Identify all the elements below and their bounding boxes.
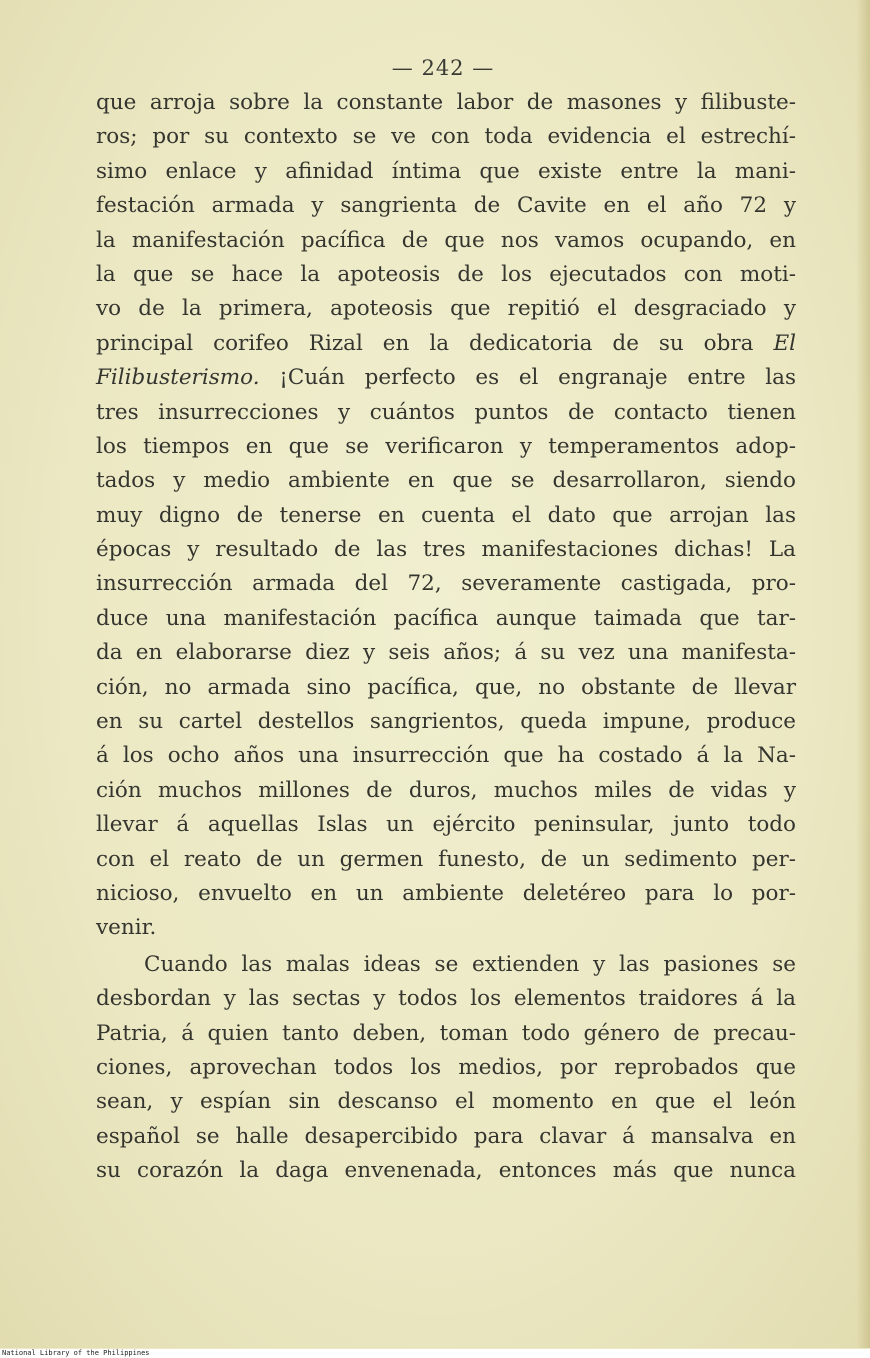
text-line: vo de la primera, apoteosis que repitió el desgraciado y — [96, 296, 796, 322]
text-line: ciones, aprovechan todos los medios, por reprobados que — [96, 1054, 796, 1080]
text-line: muy digno de tenerse en cuenta el dato que arrojan las — [96, 502, 796, 528]
body-text — [96, 86, 796, 1189]
text-line-with-italic — [96, 361, 796, 395]
italic-title-end: Filibusterismo. — [96, 365, 260, 391]
text-line: llevar á aquellas Islas un ejército peninsular, junto todo — [96, 812, 796, 838]
text-line: desbordan y las sectas y todos los elementos traidores á la — [96, 986, 796, 1012]
text-line: su corazón la daga envenenada, entonces más que nunca — [96, 1158, 796, 1184]
text-line: insurrección armada del 72, severamente castigada, pro- — [96, 571, 796, 597]
text-line: en su cartel destellos sangrientos, queda impune, produce — [96, 709, 796, 735]
text-line: tados y medio ambiente en que se desarrollaron, siendo — [96, 468, 796, 494]
text-line: festación armada y sangrienta de Cavite en el año 72 y — [96, 193, 796, 219]
text-line: Patria, á quien tanto deben, toman todo género de precau- — [96, 1020, 796, 1046]
text-line-last: venir. — [96, 915, 157, 941]
text-line: que arroja sobre la constante labor de masones y filibuste- — [96, 90, 796, 115]
text-line: los tiempos en que se verificaron y temperamentos adop- — [96, 433, 796, 459]
footer-bar — [0, 1349, 870, 1358]
text-line: tres insurrecciones y cuántos puntos de contacto tienen — [96, 399, 796, 425]
text-line: ción muchos millones de duros, muchos miles de vidas y — [96, 777, 796, 803]
text-line: con el reato de un germen funesto, de un sedimento per- — [96, 846, 796, 872]
text-line: ros; por su contexto se ve con toda evidencia el estrechí- — [96, 124, 796, 150]
text-line-with-italic — [96, 327, 796, 361]
text-line-indent: Cuando las malas ideas se extienden y las pasiones se — [144, 951, 796, 977]
text-line: épocas y resultado de las tres manifestaciones dichas! La — [96, 537, 796, 563]
text-line: nicioso, envuelto en un ambiente deletéreo para lo por- — [96, 880, 796, 906]
library-credit: National Library of the Philippines — [2, 1349, 150, 1357]
text-line: la que se hace la apoteosis de los ejecutados con moti- — [96, 261, 796, 287]
text-segment: principal corifeo Rizal en la dedicatoria de su obra — [96, 330, 754, 356]
text-line: simo enlace y afinidad íntima que existe entre la mani- — [96, 158, 796, 184]
text-line: duce una manifestación pacífica aunque taimada que tar- — [96, 605, 796, 631]
page-number: — 242 — — [391, 56, 495, 80]
text-line: da en elaborarse diez y seis años; á su vez una manifesta- — [96, 640, 796, 666]
text-line: la manifestación pacífica de que nos vamos ocupando, en — [96, 227, 796, 253]
text-line: sean, y espían sin descanso el momento en que el león — [96, 1089, 796, 1115]
text-segment: ¡Cuán perfecto es el engranaje entre las — [279, 365, 796, 391]
text-line: ción, no armada sino pacífica, que, no obstante de llevar — [96, 674, 796, 700]
text-line: á los ocho años una insurrección que ha costado á la Na- — [96, 743, 796, 769]
italic-title-start: El — [773, 330, 797, 356]
text-line: español se halle desapercibido para clavar á mansalva en — [96, 1123, 796, 1149]
page-edge-shadow — [856, 0, 870, 1348]
